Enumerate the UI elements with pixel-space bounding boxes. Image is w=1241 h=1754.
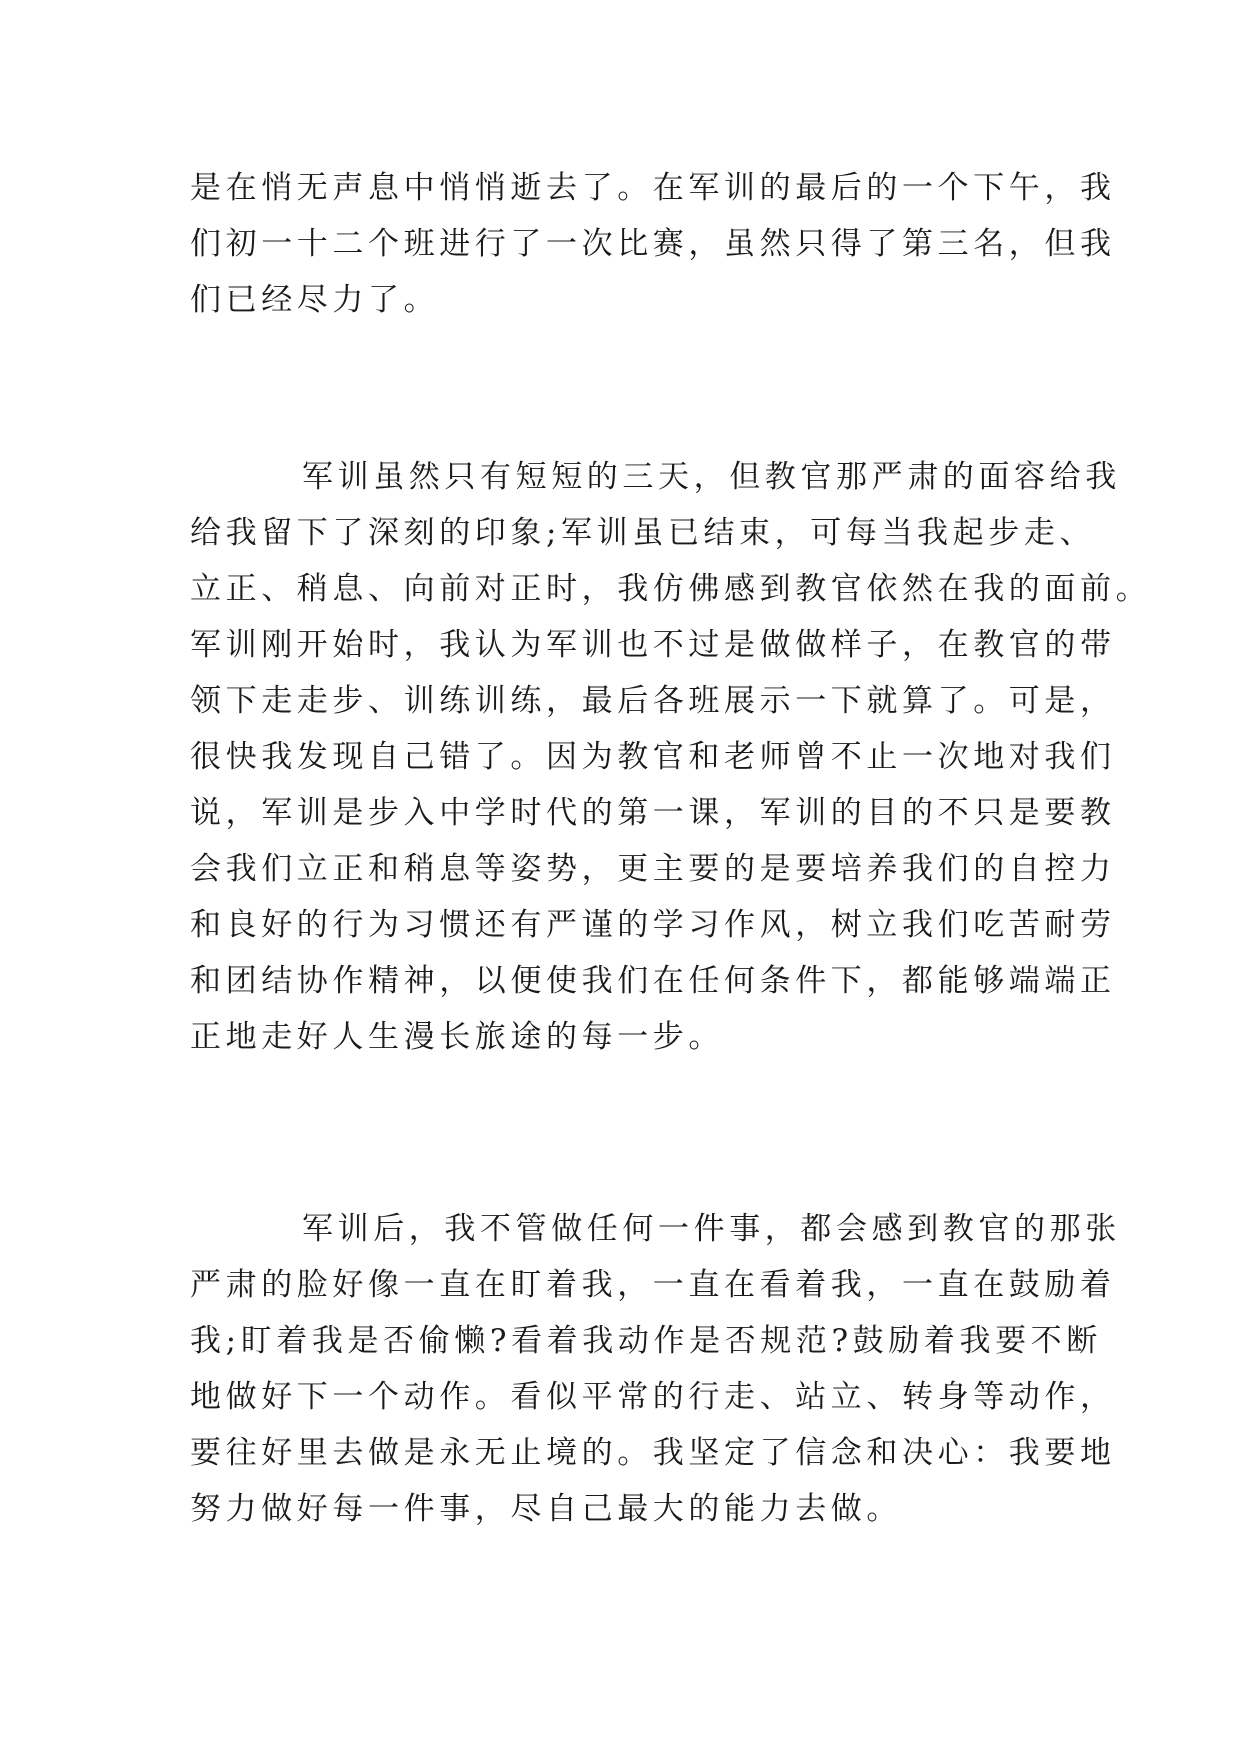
paragraph-3 [190, 1201, 1121, 1537]
text-line: 领下走走步、训练训练，最后各班展示一下就算了。可是， [190, 683, 1116, 719]
text-line: 军训刚开始时，我认为军训也不过是做做样子，在教官的带 [190, 627, 1116, 663]
text-line: 立正、稍息、向前对正时，我仿佛感到教官依然在我的面前。 [190, 571, 1152, 607]
paragraph-1 [190, 160, 1116, 328]
text-line: 说，军训是步入中学时代的第一课，军训的目的不只是要教 [190, 795, 1116, 831]
text-line: 努力做好每一件事，尽自己最大的能力去做。 [190, 1491, 902, 1527]
text-line: 我;盯着我是否偷懒?看着我动作是否规范?鼓励着我要不断 [190, 1323, 1102, 1359]
text-line: 们已经尽力了。 [190, 282, 440, 318]
text-line: 和团结协作精神，以便使我们在任何条件下，都能够端端正 [190, 963, 1116, 999]
text-line: 们初一十二个班进行了一次比赛，虽然只得了第三名，但我 [190, 226, 1116, 262]
text-line: 和良好的行为习惯还有严谨的学习作风，树立我们吃苦耐劳 [190, 907, 1116, 943]
text-line: 正地走好人生漫长旅途的每一步。 [190, 1019, 724, 1055]
text-line: 军训虽然只有短短的三天，但教官那严肃的面容给我 [302, 459, 1121, 495]
text-line: 会我们立正和稍息等姿势，更主要的是要培养我们的自控力 [190, 851, 1116, 887]
text-line: 严肃的脸好像一直在盯着我，一直在看着我，一直在鼓励着 [190, 1267, 1116, 1303]
text-line: 军训后，我不管做任何一件事，都会感到教官的那张 [302, 1211, 1121, 1247]
paragraph-2 [190, 449, 1152, 1065]
text-line: 给我留下了深刻的印象;军训虽已结束，可每当我起步走、 [190, 515, 1096, 551]
text-line: 很快我发现自己错了。因为教官和老师曾不止一次地对我们 [190, 739, 1116, 775]
text-line: 要往好里去做是永无止境的。我坚定了信念和决心：我要地 [190, 1435, 1116, 1471]
text-line: 地做好下一个动作。看似平常的行走、站立、转身等动作， [190, 1379, 1116, 1415]
text-line: 是在悄无声息中悄悄逝去了。在军训的最后的一个下午，我 [190, 170, 1116, 206]
